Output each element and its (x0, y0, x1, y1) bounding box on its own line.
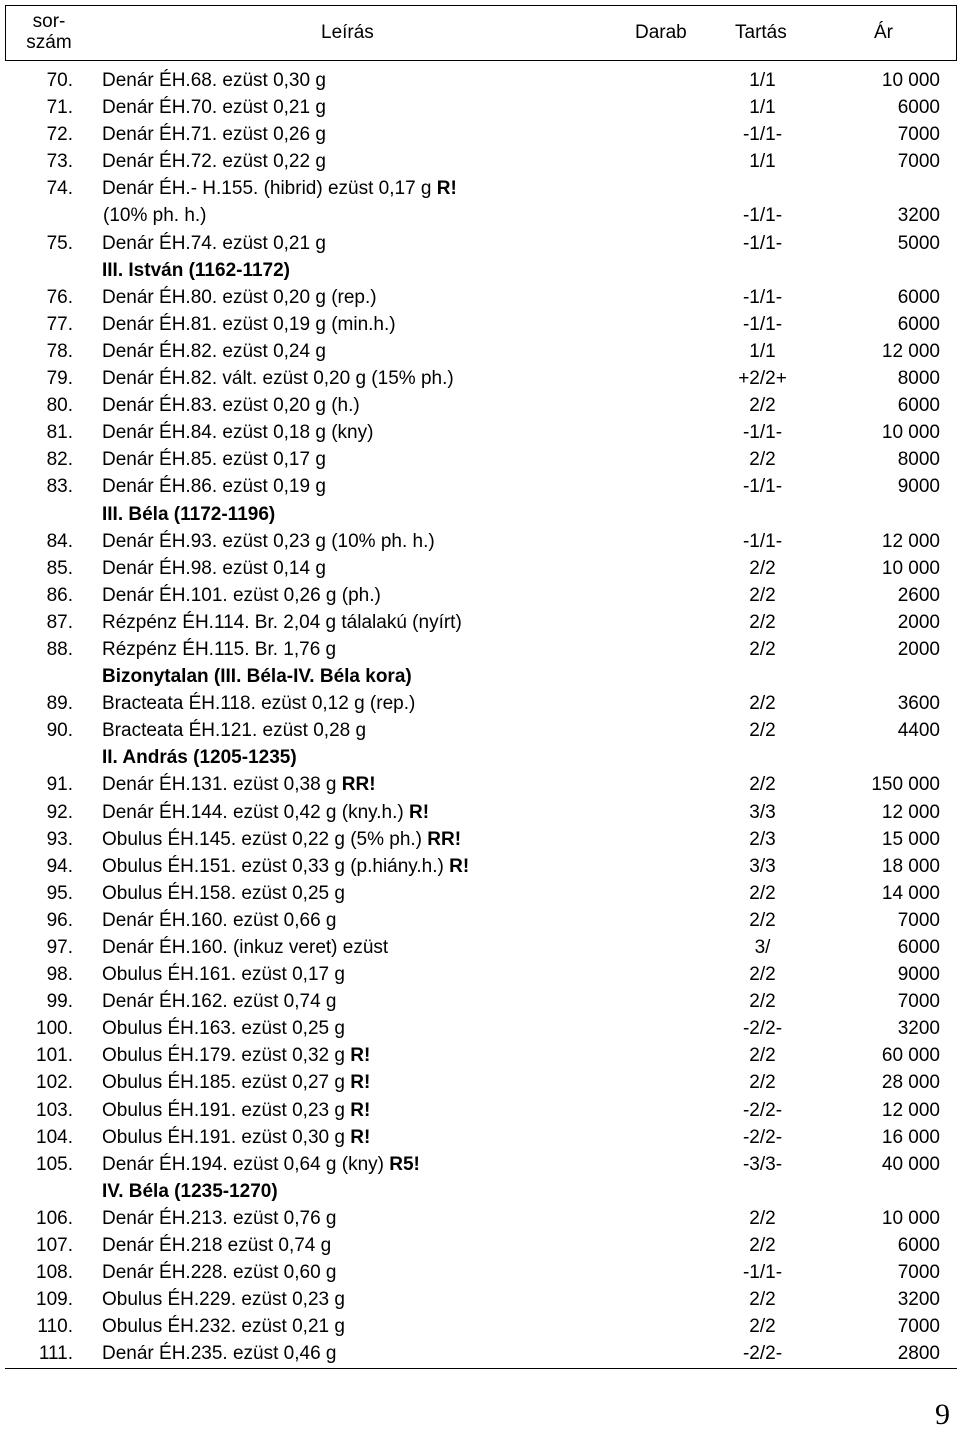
item-price: 2000 (897, 611, 940, 633)
item-description-text: Denár ÉH.70. ezüst 0,21 g (102, 97, 326, 119)
rarity-mark: R! (350, 1072, 371, 1094)
header-sorszam (14, 11, 84, 53)
item-tartas: 3/ (754, 937, 771, 958)
item-description-text: Bracteata ÉH.118. ezüst 0,12 g (rep.) (102, 693, 416, 715)
item-description (102, 636, 336, 663)
table-row (5, 880, 957, 907)
item-number: 74. (46, 178, 73, 200)
item-description-text: Denár ÉH.72. ezüst 0,22 g (102, 151, 326, 173)
item-tartas: -1/1- (742, 476, 783, 498)
section-heading (5, 1178, 957, 1205)
item-price: 7000 (897, 909, 940, 931)
item-price: 12 000 (881, 340, 940, 362)
item-price: 10 000 (881, 557, 940, 579)
item-price: 6000 (897, 313, 940, 335)
item-tartas: 3/3 (749, 855, 776, 877)
item-description (102, 880, 345, 907)
item-description (102, 419, 373, 446)
item-tartas: 3/3 (749, 801, 776, 823)
item-number: 90. (46, 720, 73, 742)
item-number: 107. (36, 1235, 73, 1257)
rarity-mark: RR! (427, 828, 462, 850)
table-row (5, 1205, 957, 1232)
item-description-text: Denár ÉH.84. ezüst 0,18 g (kny) (102, 422, 374, 444)
item-description-text: Denár ÉH.98. ezüst 0,14 g (102, 557, 326, 579)
item-tartas: 2/2 (749, 395, 776, 417)
item-description (102, 284, 377, 311)
table-row (5, 1069, 957, 1096)
section-heading (5, 744, 957, 771)
item-tartas: -1/1- (742, 124, 783, 146)
item-description-text: Denár ÉH.74. ezüst 0,21 g (102, 232, 326, 254)
item-price: 9000 (897, 476, 940, 498)
item-description (102, 1069, 370, 1096)
item-price: 10 000 (881, 422, 940, 444)
table-row (5, 1151, 957, 1178)
item-description-text: Obulus ÉH.158. ezüst 0,25 g (102, 882, 345, 904)
item-tartas: +2/2+ (738, 368, 787, 390)
table-row (5, 67, 957, 94)
item-tartas: -1/1- (742, 1262, 783, 1284)
item-description-text: Denár ÉH.82. vált. ezüst 0,20 g (15% ph.) (102, 368, 454, 390)
item-description-text: Denár ÉH.194. ezüst 0,64 g (kny) (102, 1153, 384, 1175)
section-heading-text: III. István (1162-1172) (102, 259, 291, 281)
item-tartas: 2/2 (749, 991, 776, 1013)
item-description-text: Denár ÉH.86. ezüst 0,19 g (102, 476, 326, 498)
item-description (102, 230, 326, 257)
item-number: 85. (46, 557, 73, 579)
section-heading-text: IV. Béla (1235-1270) (102, 1180, 278, 1202)
item-description-text: Denár ÉH.82. ezüst 0,24 g (102, 340, 326, 362)
item-description-text: Denár ÉH.160. (inkuz veret) ezüst (102, 937, 389, 958)
table-row (5, 1340, 957, 1367)
item-price: 4400 (897, 720, 940, 742)
item-number: 98. (46, 964, 73, 986)
item-number: 103. (36, 1099, 73, 1121)
item-description (102, 609, 462, 636)
table-row (5, 473, 957, 500)
page-number: 9 (935, 1398, 950, 1431)
item-tartas: 2/2 (749, 909, 776, 931)
item-description-text: Denár ÉH.93. ezüst 0,23 g (10% ph. h.) (102, 530, 435, 552)
rarity-mark: R5! (389, 1153, 420, 1175)
item-price: 8000 (897, 368, 940, 390)
item-price: 6000 (897, 1235, 940, 1257)
item-number: 71. (46, 97, 73, 119)
item-number: 104. (36, 1126, 73, 1148)
item-description (102, 799, 429, 826)
item-price: 2600 (897, 584, 940, 606)
item-tartas: 2/2 (749, 1045, 776, 1067)
item-description (102, 338, 326, 365)
item-number: 99. (46, 991, 73, 1013)
item-description-text: Obulus ÉH.185. ezüst 0,27 g (102, 1072, 345, 1094)
item-tartas: -2/2- (742, 1126, 783, 1148)
item-tartas: 2/2 (749, 1235, 776, 1257)
item-price: 14 000 (881, 882, 940, 904)
item-tartas: -1/1- (742, 422, 783, 444)
item-description-text: Denár ÉH.- H.155. (hibrid) ezüst 0,17 g (102, 178, 432, 200)
item-price: 10 000 (881, 1207, 940, 1229)
item-number: 101. (36, 1045, 73, 1067)
table-row (5, 988, 957, 1015)
item-description-text: Obulus ÉH.232. ezüst 0,21 g (102, 1316, 345, 1338)
rarity-mark: R! (436, 178, 457, 200)
table-row (5, 717, 957, 744)
coin-list (5, 67, 957, 1369)
item-number: 92. (46, 801, 73, 823)
item-price: 2000 (897, 638, 940, 660)
item-price: 28 000 (881, 1072, 940, 1094)
table-row (5, 419, 957, 446)
item-number: 89. (46, 693, 73, 715)
item-tartas: 2/3 (749, 828, 776, 850)
item-number: 102. (36, 1072, 73, 1094)
table-row (5, 1124, 957, 1151)
item-price: 7000 (897, 1316, 940, 1338)
item-number: 88. (46, 638, 73, 660)
item-price: 2800 (897, 1343, 940, 1365)
item-description (102, 94, 326, 121)
item-number: 108. (36, 1262, 73, 1284)
header-darab: Darab (635, 22, 687, 43)
item-number: 82. (46, 449, 73, 471)
item-price: 3200 (897, 1289, 940, 1311)
table-row (5, 365, 957, 392)
item-description-text: Obulus ÉH.161. ezüst 0,17 g (102, 964, 345, 986)
item-tartas: 2/2 (749, 693, 776, 715)
item-price: 3200 (897, 205, 940, 227)
item-description (102, 121, 326, 148)
item-number: 96. (46, 909, 73, 931)
table-row (5, 826, 957, 853)
item-tartas: 1/1 (749, 97, 776, 119)
table-row (5, 636, 957, 663)
item-price: 15 000 (881, 828, 940, 850)
item-number: 78. (46, 340, 73, 362)
item-description-text: Obulus ÉH.145. ezüst 0,22 g (5% ph.) (102, 828, 423, 850)
item-description-text: Denár ÉH.85. ezüst 0,17 g (102, 449, 326, 471)
item-description (102, 1313, 345, 1340)
item-description (102, 717, 366, 744)
item-price: 7000 (897, 1262, 940, 1284)
item-description (102, 1042, 370, 1069)
item-tartas: -1/1- (742, 313, 783, 335)
item-number: 75. (46, 232, 73, 254)
item-description-text: Denár ÉH.81. ezüst 0,19 g (min.h.) (102, 313, 396, 335)
item-tartas: 1/1 (749, 151, 776, 173)
item-description-text: Denár ÉH.144. ezüst 0,42 g (kny.h.) (102, 801, 404, 823)
table-row (5, 1097, 957, 1124)
header-sorszam-line2: szám (26, 32, 72, 53)
item-description-text: Denár ÉH.80. ezüst 0,20 g (rep.) (102, 286, 377, 308)
item-number: 100. (36, 1018, 73, 1040)
item-number: 73. (46, 151, 73, 173)
item-description (102, 473, 326, 500)
item-description-text: Obulus ÉH.163. ezüst 0,25 g (102, 1018, 345, 1040)
item-number: 79. (46, 368, 73, 390)
item-description (102, 582, 381, 609)
item-description (102, 1015, 345, 1042)
item-description (102, 907, 336, 934)
table-row (5, 799, 957, 826)
table-row (5, 1286, 957, 1313)
table-row (5, 690, 957, 717)
item-description-text: Denár ÉH.235. ezüst 0,46 g (102, 1343, 337, 1365)
table-header (5, 5, 957, 61)
item-description (102, 853, 469, 880)
rarity-mark: RR! (341, 774, 376, 796)
header-ar: Ár (874, 22, 893, 43)
item-price: 7000 (897, 151, 940, 173)
table-row (5, 528, 957, 555)
item-number: 77. (46, 313, 73, 335)
item-price: 18 000 (881, 855, 940, 877)
section-heading-text: Bizonytalan (III. Béla-IV. Béla kora) (102, 666, 412, 688)
table-row (5, 771, 957, 798)
item-description (102, 1205, 336, 1232)
item-description-text: Rézpénz ÉH.114. Br. 2,04 g tálalakú (nyírt) (102, 611, 462, 633)
item-price: 12 000 (881, 1099, 940, 1121)
rarity-mark: R! (350, 1126, 371, 1148)
item-description (102, 67, 326, 94)
item-tartas: 2/2 (749, 720, 776, 742)
item-tartas: -2/2- (742, 1018, 783, 1040)
item-number: 70. (46, 70, 73, 91)
item-price: 8000 (897, 449, 940, 471)
item-description (102, 961, 345, 988)
table-row (5, 230, 957, 257)
item-description-text: Denár ÉH.71. ezüst 0,26 g (102, 124, 326, 146)
item-tartas: 2/2 (749, 774, 776, 796)
header-leiras: Leírás (321, 22, 374, 43)
item-number: 109. (36, 1289, 73, 1311)
item-number: 80. (46, 395, 73, 417)
item-tartas: -1/1- (742, 286, 783, 308)
item-tartas: 2/2 (749, 557, 776, 579)
item-description (102, 1340, 336, 1367)
item-description (102, 1151, 420, 1178)
item-number: 87. (46, 611, 73, 633)
item-description (102, 1232, 331, 1259)
item-number: 84. (46, 530, 73, 552)
item-description-text: Denár ÉH.228. ezüst 0,60 g (102, 1262, 337, 1284)
item-description-text: Denár ÉH.213. ezüst 0,76 g (102, 1207, 337, 1229)
item-price: 60 000 (881, 1045, 940, 1067)
item-description (102, 365, 454, 392)
table-row (5, 284, 957, 311)
item-description-text: Denár ÉH.101. ezüst 0,26 g (ph.) (102, 584, 381, 606)
table-row (5, 1313, 957, 1340)
item-description-text: Bracteata ÉH.121. ezüst 0,28 g (102, 720, 367, 742)
table-row (5, 1232, 957, 1259)
item-description (102, 1097, 370, 1124)
item-description (102, 175, 457, 229)
table-row (5, 311, 957, 338)
item-price: 6000 (897, 97, 940, 119)
table-row (5, 853, 957, 880)
item-description-text: Denár ÉH.131. ezüst 0,38 g (102, 774, 337, 796)
item-description-text: Rézpénz ÉH.115. Br. 1,76 g (102, 638, 337, 660)
item-tartas: -1/1- (742, 530, 783, 552)
item-tartas: 2/2 (749, 1207, 776, 1229)
rarity-mark: R! (350, 1099, 371, 1121)
item-description (102, 1259, 336, 1286)
item-number: 81. (46, 422, 73, 444)
item-tartas: 2/2 (749, 964, 776, 986)
item-description-text: Obulus ÉH.191. ezüst 0,30 g (102, 1126, 345, 1148)
table-row (5, 907, 957, 934)
item-description-text: Denár ÉH.162. ezüst 0,74 g (102, 991, 337, 1013)
header-tartas: Tartás (735, 22, 787, 43)
item-description (102, 528, 435, 555)
table-row (5, 94, 957, 121)
item-price: 3200 (897, 1018, 940, 1040)
item-price: 5000 (897, 232, 940, 254)
item-number: 105. (36, 1153, 73, 1175)
item-tartas: 1/1 (749, 340, 776, 362)
item-price: 9000 (897, 964, 940, 986)
item-price: 12 000 (881, 530, 940, 552)
item-tartas: 2/2 (749, 1072, 776, 1094)
rarity-mark: R! (350, 1045, 371, 1067)
item-tartas: 2/2 (749, 882, 776, 904)
item-price: 7000 (897, 124, 940, 146)
item-price: 10 000 (881, 70, 940, 91)
item-tartas: -1/1- (742, 205, 783, 227)
item-description (102, 690, 415, 717)
section-heading (5, 663, 957, 690)
item-number: 72. (46, 124, 73, 146)
item-description-continued: (10% ph. h.) (103, 205, 207, 227)
item-price: 150 000 (871, 774, 940, 796)
table-row (5, 1042, 957, 1069)
item-number: 97. (46, 937, 73, 958)
item-description (102, 826, 461, 853)
item-number: 91. (46, 774, 73, 796)
item-number: 76. (46, 286, 73, 308)
section-heading (5, 257, 957, 284)
item-tartas: 2/2 (749, 1316, 776, 1338)
item-description (102, 1124, 370, 1151)
item-price: 7000 (897, 991, 940, 1013)
item-price: 16 000 (881, 1126, 940, 1148)
section-heading (5, 501, 957, 528)
item-tartas: 1/1 (749, 70, 776, 91)
item-description (102, 988, 336, 1015)
item-number: 94. (46, 855, 73, 877)
rarity-mark: R! (449, 855, 470, 877)
item-tartas: -3/3- (742, 1153, 783, 1175)
item-description (102, 446, 326, 473)
rarity-mark: R! (408, 801, 430, 823)
item-description-text: Denár ÉH.83. ezüst 0,20 g (h.) (102, 395, 360, 417)
item-price: 3600 (897, 693, 940, 715)
item-description (102, 771, 376, 798)
item-number: 83. (46, 476, 73, 498)
section-heading-text: III. Béla (1172-1196) (102, 503, 276, 525)
item-description (102, 311, 396, 338)
table-row (5, 392, 957, 419)
item-tartas: -2/2- (742, 1343, 783, 1365)
item-tartas: 2/2 (749, 611, 776, 633)
item-number: 110. (37, 1316, 73, 1338)
item-number: 95. (46, 882, 73, 904)
item-description-text: Obulus ÉH.229. ezüst 0,23 g (102, 1289, 345, 1311)
header-sorszam-line1: sor- (32, 11, 66, 32)
item-number: 86. (46, 584, 73, 606)
item-description-text: Denár ÉH.68. ezüst 0,30 g (102, 70, 326, 91)
item-tartas: -2/2- (742, 1099, 783, 1121)
table-row (5, 1015, 957, 1042)
item-description (102, 934, 388, 961)
table-row (5, 338, 957, 365)
item-description (102, 392, 360, 419)
item-description-text: Obulus ÉH.151. ezüst 0,33 g (p.hiány.h.) (102, 855, 444, 877)
item-price: 6000 (897, 937, 940, 958)
table-row (5, 609, 957, 636)
table-row (5, 148, 957, 175)
item-tartas: -1/1- (742, 232, 783, 254)
item-number: 106. (36, 1207, 73, 1229)
item-number: 93. (46, 828, 73, 850)
item-price: 12 000 (881, 801, 940, 823)
item-description (102, 555, 326, 582)
item-price: 6000 (897, 395, 940, 417)
table-row (5, 934, 957, 961)
table-row (5, 555, 957, 582)
table-row (5, 582, 957, 609)
item-tartas: 2/2 (749, 638, 776, 660)
item-number: 111. (38, 1343, 73, 1365)
table-row (5, 121, 957, 148)
item-description (102, 1286, 345, 1313)
item-tartas: 2/2 (749, 449, 776, 471)
item-description (102, 148, 326, 175)
item-description-text: Obulus ÉH.179. ezüst 0,32 g (102, 1045, 345, 1067)
table-row (5, 175, 957, 229)
item-tartas: 2/2 (749, 1289, 776, 1311)
item-description-text: Denár ÉH.160. ezüst 0,66 g (102, 909, 337, 931)
section-heading-text: II. András (1205-1235) (102, 747, 297, 769)
item-tartas: 2/2 (749, 584, 776, 606)
item-price: 6000 (897, 286, 940, 308)
item-description-text: Denár ÉH.218 ezüst 0,74 g (102, 1235, 332, 1257)
table-row (5, 1259, 957, 1286)
table-row (5, 961, 957, 988)
item-price: 40 000 (881, 1153, 940, 1175)
item-description-text: Obulus ÉH.191. ezüst 0,23 g (102, 1099, 345, 1121)
table-row (5, 446, 957, 473)
